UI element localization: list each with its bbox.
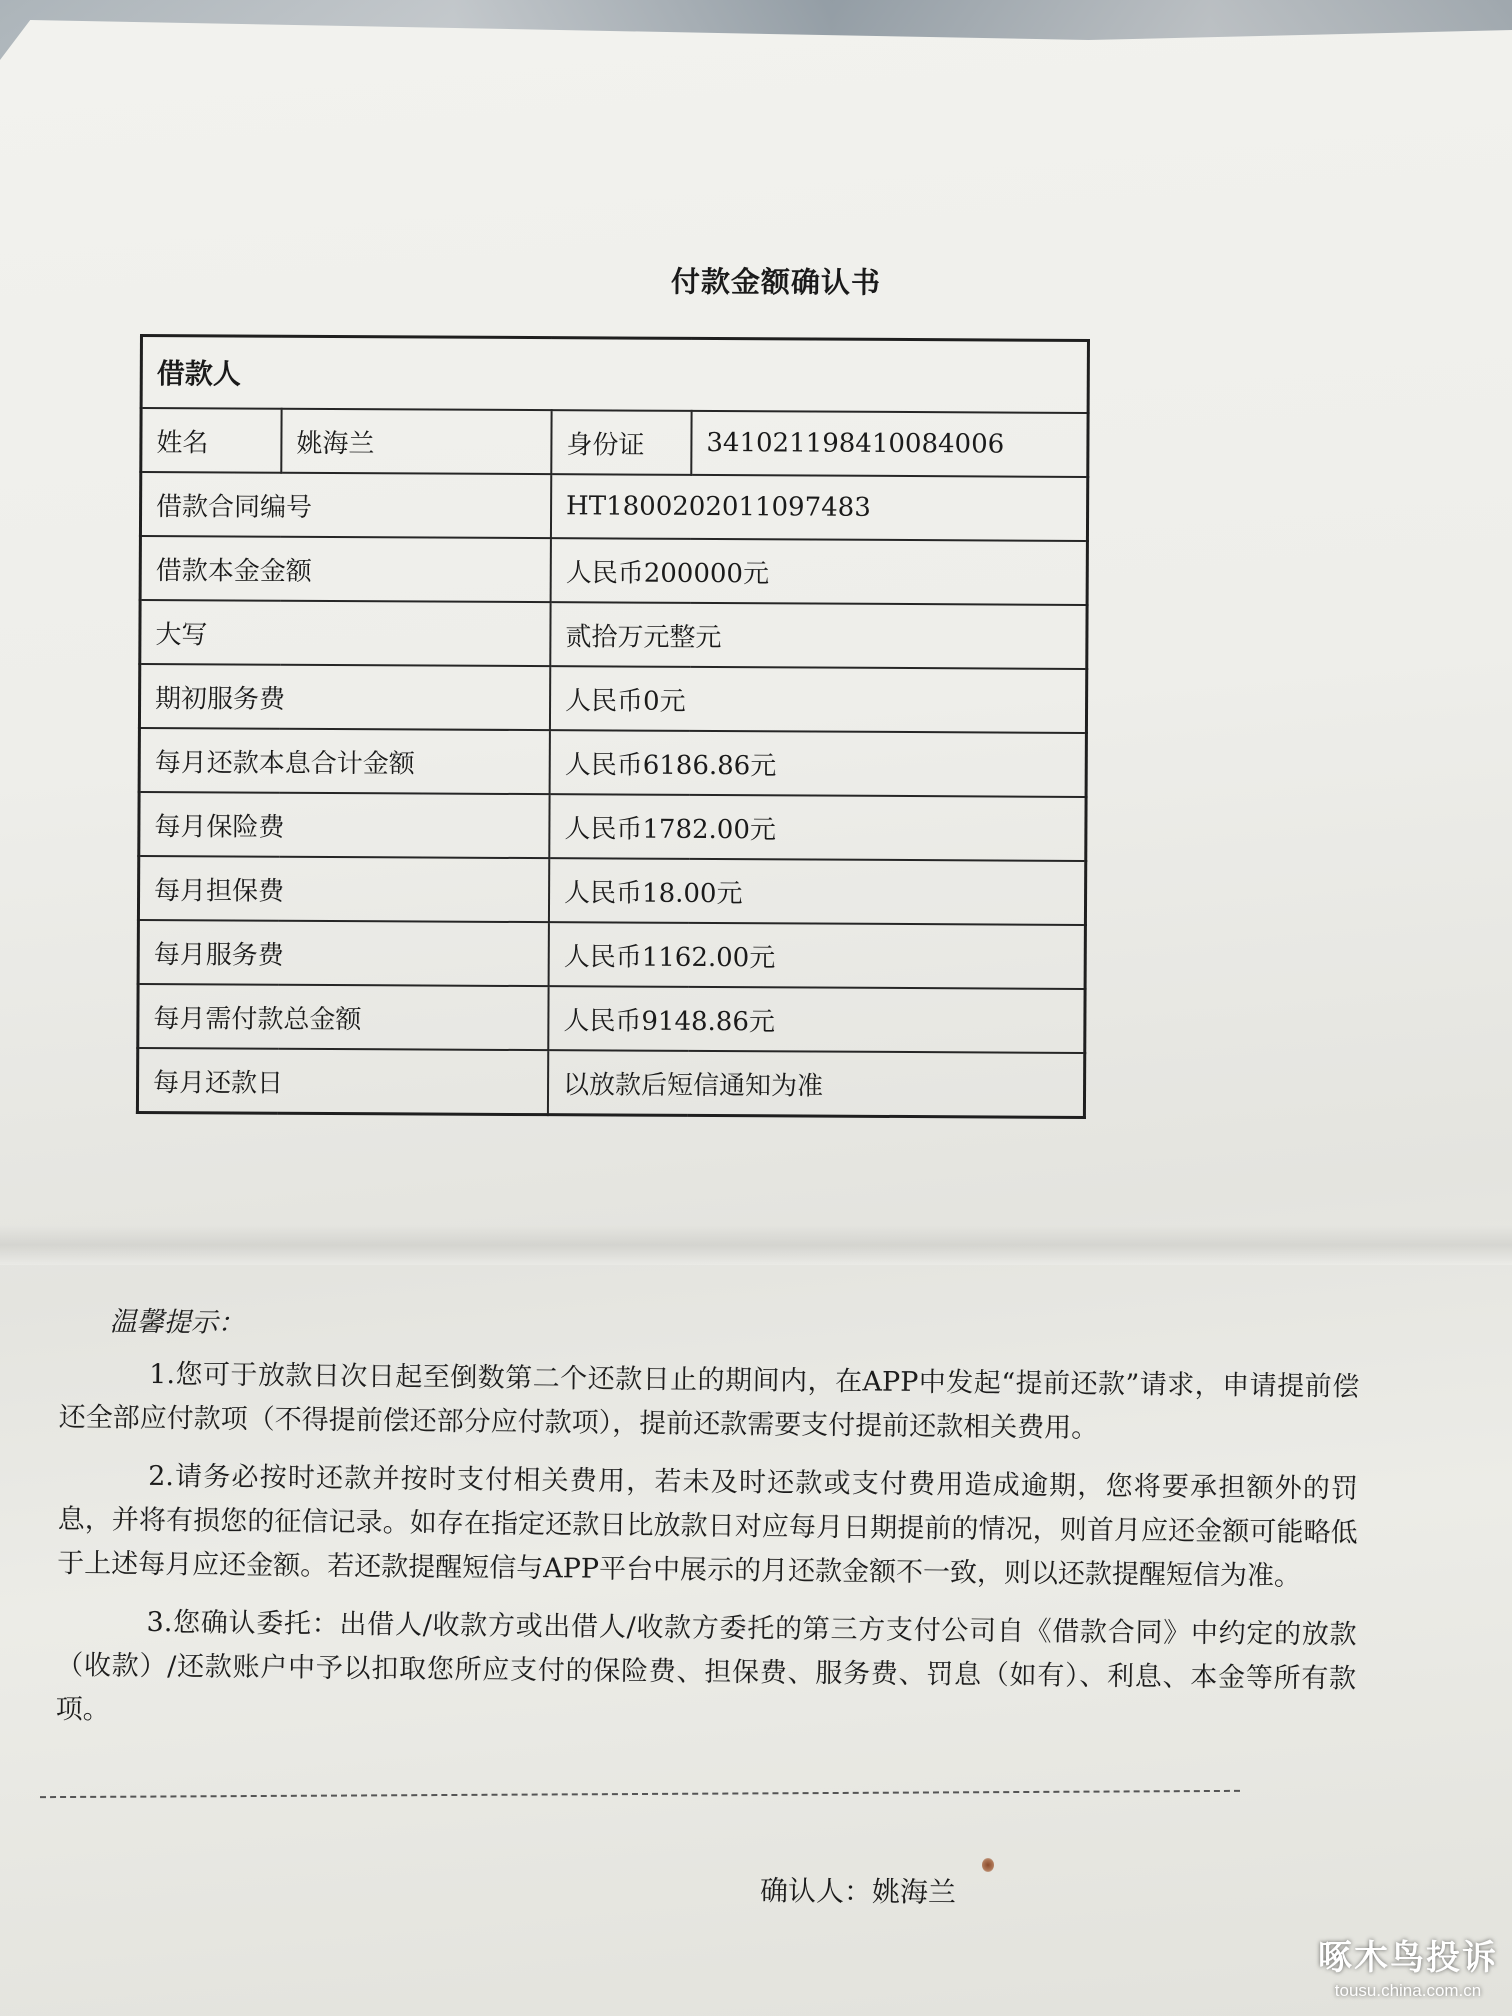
row-value: 人民币200000元 <box>551 538 1088 605</box>
table-row <box>138 920 1085 989</box>
row-value: 人民币6186.86元 <box>550 730 1087 797</box>
row-value: 人民币1782.00元 <box>549 794 1086 861</box>
row-label: 借款合同编号 <box>140 472 551 538</box>
table-row <box>140 536 1087 605</box>
row-label: 每月需付款总金额 <box>138 984 549 1050</box>
notes-heading: 温馨提示： <box>109 1306 245 1339</box>
paper-fold <box>0 1225 1512 1265</box>
watermark <box>1318 1930 1498 2001</box>
watermark-logo-text: 啄木鸟投诉 <box>1318 1938 1498 1978</box>
row-value: 人民币9148.86元 <box>548 986 1085 1053</box>
id-value: 341021198410084006 <box>691 411 1088 477</box>
table-row <box>139 728 1086 797</box>
row-label: 借款本金金额 <box>140 536 551 602</box>
note-item: 2.请务必按时还款并按时支付相关费用，若未及时还款或支付费用造成逾期，您将要承担额外的罚息，并将有损您的征信记录。如存在指定还款日比放款日对应每月日期提前的情况，则首月应还金额可能略低于上述每月应还金额。若还款提醒短信与APP平台中展示的月还款金额不一致，则以还款提醒短信为准。 <box>57 1460 1359 1593</box>
notes-section <box>55 1300 1360 1760</box>
note-item: 1.您可于放款日次日起至倒数第二个还款日止的期间内，在APP中发起“提前还款”请求，申请提前偿还全部应付款项（不得提前偿还部分应付款项），提前还款需要支付提前还款相关费用。 <box>58 1358 1360 1444</box>
table-row <box>138 984 1085 1053</box>
table-row <box>137 1048 1084 1117</box>
confirmation-table-wrapper <box>136 334 1090 1119</box>
row-label: 大写 <box>140 600 551 666</box>
row-label: 期初服务费 <box>139 664 550 730</box>
row-value: HT1800202011097483 <box>551 474 1088 541</box>
watermark-url: tousu.china.com.cn <box>1334 1981 1482 2000</box>
table-row <box>138 856 1085 925</box>
table-row <box>140 472 1087 541</box>
table-row <box>140 600 1087 669</box>
row-value: 人民币1162.00元 <box>549 922 1086 989</box>
row-value: 以放款后短信通知为准 <box>548 1050 1085 1117</box>
name-value: 姚海兰 <box>281 409 551 474</box>
table-row <box>139 664 1086 733</box>
table-header-row <box>141 336 1088 413</box>
confirmation-table <box>136 334 1090 1119</box>
row-label: 每月还款日 <box>137 1048 548 1115</box>
row-label: 每月担保费 <box>138 856 549 922</box>
row-label: 每月还款本息合计金额 <box>139 728 550 794</box>
row-value: 人民币0元 <box>550 666 1087 733</box>
note-item: 3.您确认委托：出借人/收款方或出借人/收款方委托的第三方支付公司自《借款合同》中约定的放款（收款）/还款账户中予以扣取您所应支付的保险费、担保费、服务费、罚息（如有）、利息、本金等所有款项。 <box>55 1606 1357 1726</box>
row-label: 每月服务费 <box>138 920 549 986</box>
document-title: 付款金额确认书 <box>670 264 882 300</box>
row-value: 贰拾万元整元 <box>550 602 1087 669</box>
table-row <box>139 792 1086 861</box>
row-label: 每月保险费 <box>139 792 550 858</box>
name-label: 姓名 <box>141 408 282 473</box>
id-label: 身份证 <box>551 410 691 475</box>
borrower-header: 借款人 <box>141 336 1088 413</box>
ink-stain <box>982 1858 994 1872</box>
signer-line: 确认人：姚海兰 <box>759 1874 957 1909</box>
name-row <box>141 408 1088 477</box>
row-value: 人民币18.00元 <box>549 858 1086 925</box>
